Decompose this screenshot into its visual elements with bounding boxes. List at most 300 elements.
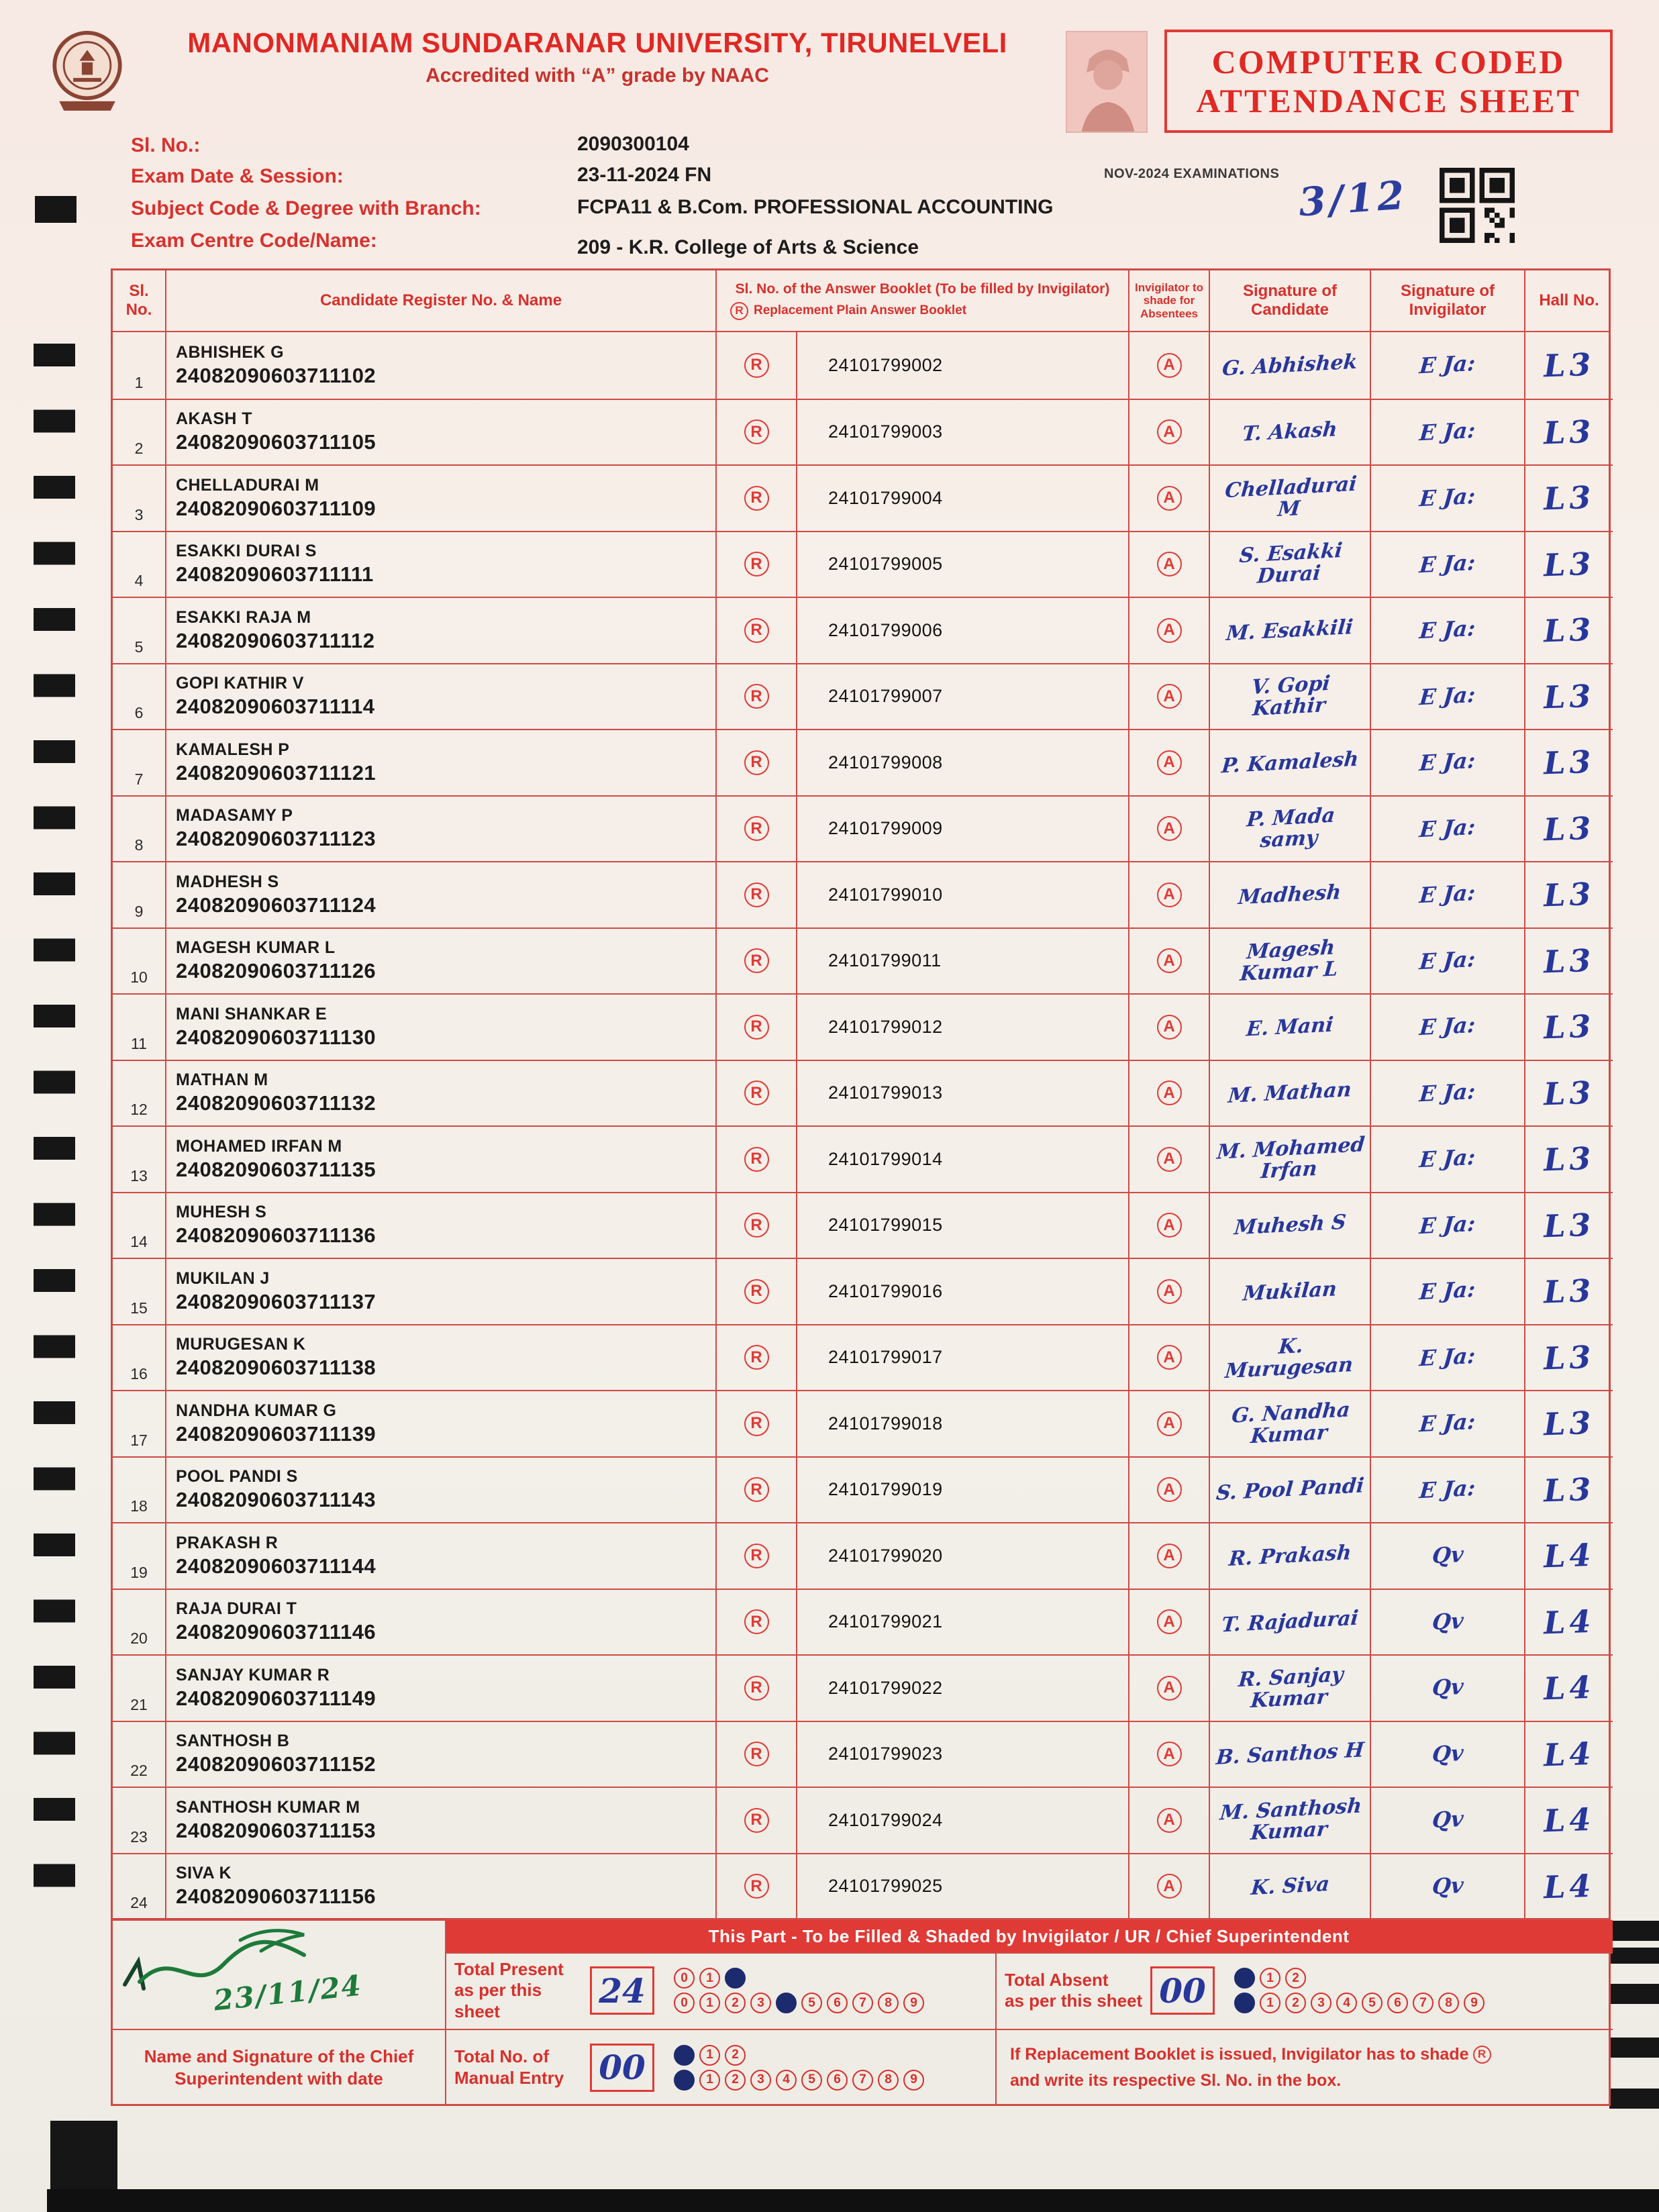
omr-bubble-1: 1 (699, 1993, 720, 2013)
absent-circle-icon: A (1157, 750, 1182, 775)
candidate-signature: B. Santhos H (1210, 1721, 1371, 1787)
candidate-signature: E. Mani (1210, 993, 1371, 1060)
candidate-cell (166, 597, 717, 663)
candidate-signature: T. Akash (1210, 399, 1371, 465)
replacement-bubble-cell (717, 1522, 797, 1589)
replacement-circle-icon: R (744, 1279, 769, 1304)
portrait-photo (1066, 31, 1148, 133)
candidate-signature: M. Esakkili (1210, 597, 1371, 663)
omr-bubble-4: 4 (776, 2070, 797, 2091)
absent-circle-icon: A (1157, 419, 1182, 444)
candidate-name: MAGESH KUMAR L (176, 938, 336, 958)
booklet-header-sub: Replacement Plain Answer Booklet (754, 303, 967, 318)
centre-value: 209 - K.R. College of Arts & Science (577, 236, 919, 258)
candidate-signature: Mukilan (1210, 1258, 1371, 1324)
sheet-title-box (1164, 30, 1613, 133)
invigilator-signature: E Ja: (1371, 795, 1525, 862)
booklet-number: 24101799017 (797, 1324, 1129, 1391)
sl-no-value: 2090300104 (577, 133, 689, 155)
replacement-bubble-cell (717, 1853, 797, 1919)
replacement-circle-icon: R (744, 1676, 769, 1701)
subject-label: Subject Code & Degree with Branch: (131, 197, 481, 219)
scan-artifact-bottom-bar (47, 2189, 1659, 2212)
booklet-number: 24101799010 (797, 861, 1129, 927)
candidate-cell (166, 1787, 717, 1853)
candidate-register-no: 24082090603711111 (176, 562, 374, 587)
candidate-cell (166, 1390, 717, 1456)
omr-bubble-1: 1 (1260, 1993, 1280, 2013)
hall-number: L3 (1525, 1060, 1613, 1126)
booklet-number: 24101799020 (797, 1522, 1129, 1589)
booklet-number: 24101799018 (797, 1390, 1129, 1456)
hall-number: L3 (1525, 1258, 1613, 1324)
absentee-bubble-cell (1129, 1390, 1210, 1456)
candidate-cell (166, 1192, 717, 1258)
row-serial: 24 (113, 1853, 166, 1919)
absent-circle-icon: A (1157, 1345, 1182, 1370)
absent-circle-icon: A (1157, 684, 1182, 709)
omr-bubble-0 (1234, 1993, 1255, 2013)
candidate-register-no: 24082090603711136 (176, 1223, 376, 1248)
candidate-cell (166, 1060, 717, 1126)
candidate-register-no: 24082090603711139 (176, 1421, 376, 1446)
booklet-number: 24101799002 (797, 332, 1129, 399)
invigilator-signature: Qv (1371, 1853, 1525, 1919)
candidate-name: MADASAMY P (176, 806, 293, 825)
row-serial: 3 (113, 464, 166, 531)
total-absent-label: Total Absent as per this sheet (1005, 1969, 1143, 2011)
candidate-name: SANTHOSH B (176, 1731, 290, 1751)
absent-circle-icon: A (1157, 1080, 1182, 1105)
hall-number: L3 (1525, 927, 1613, 994)
candidate-signature: G. Nandha Kumar (1210, 1390, 1371, 1456)
replacement-bubble-cell (717, 1787, 797, 1853)
row-serial: 14 (113, 1192, 166, 1258)
candidate-signature: Magesh Kumar L (1210, 927, 1371, 994)
absentee-bubble-cell (1129, 1654, 1210, 1721)
table-row (113, 464, 1609, 531)
attendance-table (111, 268, 1611, 1921)
replacement-bubble-cell (717, 399, 797, 465)
absentee-bubble-cell (1129, 1060, 1210, 1126)
row-serial: 23 (113, 1787, 166, 1853)
sheet-title-line2: ATTENDANCE SHEET (1196, 82, 1581, 119)
absentee-bubble-cell (1129, 1787, 1210, 1853)
absentee-bubble-cell (1129, 1192, 1210, 1258)
omr-bubble-3: 3 (750, 2070, 771, 2091)
replacement-circle-icon: R (744, 1609, 769, 1634)
omr-bubble-0 (1234, 1968, 1255, 1989)
hall-number: L3 (1525, 399, 1613, 465)
candidate-name: MUHESH S (176, 1203, 267, 1222)
replacement-bubble-cell (717, 795, 797, 862)
invigilator-signature: E Ja: (1371, 1258, 1525, 1324)
candidate-register-no: 24082090603711105 (176, 430, 376, 454)
invigilator-signature: E Ja: (1371, 531, 1525, 597)
invigilator-signature: E Ja: (1371, 1125, 1525, 1192)
omr-bubble-5: 5 (801, 2070, 822, 2091)
booklet-number: 24101799008 (797, 729, 1129, 795)
absentee-bubble-cell (1129, 993, 1210, 1060)
candidate-cell (166, 1589, 717, 1655)
omr-bubble-2: 2 (725, 2070, 746, 2091)
hall-number: L3 (1525, 1390, 1613, 1456)
sheet-title-line1: COMPUTER CODED (1211, 43, 1566, 81)
row-serial: 13 (113, 1125, 166, 1192)
candidate-register-no: 24082090603711149 (176, 1686, 376, 1710)
qr-code (1440, 168, 1515, 243)
absent-circle-icon: A (1157, 1147, 1182, 1172)
candidate-register-no: 24082090603711123 (176, 827, 376, 851)
absentee-bubble-cell (1129, 1125, 1210, 1192)
absentee-bubble-cell (1129, 597, 1210, 663)
replacement-bubble-cell (717, 729, 797, 795)
replacement-bubble-cell (717, 464, 797, 531)
candidate-name: SANTHOSH KUMAR M (176, 1797, 360, 1817)
replacement-note: If Replacement Booklet is issued, Invigilator has to shade R and write its respective Sl. No. in the box. (995, 2029, 1613, 2106)
row-serial: 17 (113, 1390, 166, 1456)
omr-bubble-0: 0 (674, 1968, 695, 1989)
row-serial: 1 (113, 332, 166, 399)
row-serial: 18 (113, 1456, 166, 1523)
row-serial: 20 (113, 1589, 166, 1655)
replacement-circle-icon: R (744, 1147, 769, 1172)
replacement-bubble-cell (717, 927, 797, 994)
hall-number: L3 (1525, 795, 1613, 862)
omr-bubble-1: 1 (1260, 1968, 1280, 1989)
candidate-name: MURUGESAN K (176, 1335, 306, 1354)
table-row (113, 927, 1609, 994)
replacement-circle-icon: R (744, 1742, 769, 1766)
sl-no-label: Sl. No.: (131, 134, 201, 156)
replacement-circle-icon: R (744, 883, 769, 907)
table-row (113, 663, 1609, 730)
table-row (113, 795, 1609, 862)
row-serial: 10 (113, 927, 166, 994)
row-serial: 12 (113, 1060, 166, 1126)
candidate-cell (166, 1853, 717, 1919)
candidate-signature: M. Mohamed Irfan (1210, 1125, 1371, 1192)
omr-bubble-7: 7 (852, 1993, 873, 2013)
booklet-number: 24101799009 (797, 795, 1129, 862)
absentee-bubble-cell (1129, 1324, 1210, 1391)
candidate-register-no: 24082090603711138 (176, 1356, 376, 1380)
absentee-bubble-cell (1129, 1721, 1210, 1787)
candidate-name: MATHAN M (176, 1070, 268, 1090)
booklet-number: 24101799023 (797, 1721, 1129, 1787)
booklet-number: 24101799004 (797, 464, 1129, 531)
scan-artifact (1609, 1948, 1659, 1964)
omr-bubble-7: 7 (1413, 1993, 1434, 2013)
replacement-circle-icon: R (744, 1874, 769, 1899)
replacement-circle-icon: R (744, 1411, 769, 1436)
absent-circle-icon: A (1157, 1742, 1182, 1766)
candidate-register-no: 24082090603711143 (176, 1488, 376, 1512)
replacement-circle-icon: R (744, 1080, 769, 1105)
absentee-bubble-cell (1129, 1589, 1210, 1655)
table-row (113, 1456, 1609, 1523)
absent-circle-icon: A (1157, 1015, 1182, 1040)
candidate-cell (166, 1125, 717, 1192)
col-invigilator-sign-header: Signature of Invigilator (1371, 270, 1525, 331)
omr-bubble-1: 1 (699, 1968, 720, 1989)
booklet-number: 24101799006 (797, 597, 1129, 663)
absentee-bubble-cell (1129, 663, 1210, 730)
replacement-circle-icon: R (744, 816, 769, 841)
handwritten-page-fraction: 3/12 (1297, 172, 1409, 225)
absentee-bubble-cell (1129, 464, 1210, 531)
absent-circle-icon: A (1157, 1411, 1182, 1436)
omr-bubble-5: 5 (801, 1993, 822, 2013)
absentee-bubble-cell (1129, 729, 1210, 795)
omr-bubble-9: 9 (1464, 1993, 1485, 2013)
table-row (113, 1125, 1609, 1192)
invigilator-signature: Qv (1371, 1721, 1525, 1787)
replacement-bubble-cell (717, 1456, 797, 1523)
invigilator-signature: E Ja: (1371, 464, 1525, 531)
candidate-register-no: 24082090603711126 (176, 959, 376, 983)
table-body (113, 332, 1609, 1919)
replacement-bubble-cell (717, 1192, 797, 1258)
manual-entry-value: 00 (599, 2048, 646, 2087)
omr-bubble-3: 3 (1311, 1993, 1331, 2013)
candidate-name: NANDHA KUMAR G (176, 1401, 337, 1420)
omr-bubble-2 (725, 1968, 746, 1989)
candidate-register-no: 24082090603711112 (176, 628, 375, 652)
candidate-signature: Madhesh (1210, 861, 1371, 927)
booklet-number: 24101799012 (797, 993, 1129, 1060)
omr-bubble-8: 8 (878, 2070, 899, 2091)
total-absent-bubbles (1222, 1952, 1611, 2029)
hall-number: L3 (1525, 464, 1613, 531)
absentee-bubble-cell (1129, 1258, 1210, 1324)
omr-bubble-0: 0 (674, 1993, 695, 2013)
omr-bubble-5: 5 (1362, 1993, 1382, 2013)
replacement-bubble-cell (717, 597, 797, 663)
absent-circle-icon: A (1157, 618, 1182, 643)
col-absentee-header: Invigilator to shade for Absentees (1129, 270, 1210, 331)
replacement-circle-icon: R (744, 1477, 769, 1502)
candidate-name: MUKILAN J (176, 1268, 270, 1288)
row-serial: 2 (113, 399, 166, 465)
col-candidate-header: Candidate Register No. & Name (166, 270, 717, 331)
candidate-name: ESAKKI DURAI S (176, 542, 317, 561)
absent-circle-icon: A (1157, 883, 1182, 907)
candidate-register-no: 24082090603711156 (176, 1884, 376, 1909)
absent-circle-icon: A (1157, 816, 1182, 841)
scan-artifact (1609, 2089, 1659, 2109)
booklet-number: 24101799025 (797, 1853, 1129, 1919)
candidate-register-no: 24082090603711102 (176, 363, 376, 387)
candidate-register-no: 24082090603711114 (176, 695, 375, 719)
table-row (113, 861, 1609, 927)
booklet-number: 24101799011 (797, 927, 1129, 994)
table-row (113, 1324, 1609, 1391)
replacement-bubble-cell (717, 332, 797, 399)
row-serial: 9 (113, 861, 166, 927)
total-absent-value: 00 (1159, 1970, 1206, 2011)
candidate-register-no: 24082090603711109 (176, 496, 376, 520)
candidate-signature: V. Gopi Kathir (1210, 663, 1371, 730)
table-row (113, 1390, 1609, 1456)
candidate-signature: R. Prakash (1210, 1522, 1371, 1589)
omr-bubble-9: 9 (903, 2070, 924, 2091)
absent-circle-icon: A (1157, 1808, 1182, 1833)
hall-number: L3 (1542, 346, 1596, 385)
scan-artifact (1609, 2038, 1659, 2058)
candidate-name: MOHAMED IRFAN M (176, 1136, 342, 1156)
candidate-register-no: 24082090603711124 (176, 893, 376, 917)
col-serial-header: Sl. No. (113, 270, 166, 331)
candidate-name: CHELLADURAI M (176, 475, 319, 495)
candidate-register-no: 24082090603711153 (176, 1818, 376, 1842)
row-serial: 4 (113, 531, 166, 597)
hall-number: L3 (1525, 1192, 1613, 1258)
candidate-register-no: 24082090603711144 (176, 1554, 376, 1578)
omr-bubble-0 (674, 2070, 695, 2091)
table-row (113, 332, 1609, 399)
candidate-signature: P. Kamalesh (1210, 729, 1371, 795)
hall-number: L4 (1525, 1522, 1613, 1589)
absent-circle-icon: A (1157, 948, 1182, 973)
row-serial: 21 (113, 1654, 166, 1721)
hall-number: L3 (1525, 1456, 1613, 1523)
replacement-circle-icon: R (744, 1544, 769, 1568)
accreditation-line: Accredited with “A” grade by NAAC (425, 64, 769, 87)
candidate-register-no: 24082090603711152 (176, 1752, 376, 1776)
absent-circle-icon: A (1157, 1609, 1182, 1634)
replacement-bubble-cell (717, 1589, 797, 1655)
candidate-signature: Chelladurai M (1210, 464, 1371, 531)
total-present-value-box (583, 1952, 662, 2029)
omr-bubble-1: 1 (699, 2070, 720, 2091)
hall-number: L4 (1525, 1787, 1613, 1853)
table-row (113, 399, 1609, 465)
candidate-cell (166, 861, 717, 927)
row-serial: 5 (113, 597, 166, 663)
table-row (113, 597, 1609, 663)
candidate-cell (166, 399, 717, 465)
col-candidate-sign-header: Signature of Candidate (1210, 270, 1371, 331)
invigilator-signature: Qv (1371, 1787, 1525, 1853)
replacement-circle-icon: R (744, 353, 769, 378)
hall-number: L4 (1525, 1853, 1613, 1919)
row-serial: 11 (113, 993, 166, 1060)
table-row (113, 993, 1609, 1060)
scan-artifact-strip (34, 344, 75, 1922)
booklet-number: 24101799005 (797, 531, 1129, 597)
hall-number: L3 (1525, 531, 1613, 597)
total-present-label: Total Present as per this sheet (454, 1959, 564, 2021)
candidate-cell (166, 795, 717, 862)
scan-artifact (1609, 1921, 1659, 1941)
candidate-name: GOPI KATHIR V (176, 674, 304, 693)
omr-bubble-8: 8 (1438, 1993, 1459, 2013)
candidate-signature: Muhesh S (1210, 1192, 1371, 1258)
replacement-bubble-cell (717, 1390, 797, 1456)
table-row (113, 1060, 1609, 1126)
booklet-header-main: Sl. No. of the Answer Booklet (To be filled by Invigilator) (735, 281, 1110, 297)
omr-bubble-6: 6 (1387, 1993, 1408, 2013)
chief-sign-date: 23/11/24 (212, 1968, 364, 2017)
omr-bubble-2: 2 (725, 1993, 746, 2013)
omr-bubble-7: 7 (852, 2070, 873, 2091)
replacement-bubble-cell (717, 531, 797, 597)
candidate-name: ESAKKI RAJA M (176, 607, 311, 627)
invigilator-signature: E Ja: (1371, 993, 1525, 1060)
hall-number: L3 (1525, 729, 1613, 795)
booklet-number: 24101799019 (797, 1456, 1129, 1523)
candidate-cell (166, 332, 717, 399)
row-serial: 6 (113, 663, 166, 730)
candidate-cell (166, 729, 717, 795)
booklet-number: 24101799007 (797, 663, 1129, 730)
absentee-bubble-cell (1129, 399, 1210, 465)
replacement-circle-icon: R (744, 419, 769, 444)
candidate-signature: S. Esakki Durai (1210, 531, 1371, 597)
col-booklet-header (717, 270, 1129, 331)
hall-number: L3 (1525, 993, 1613, 1060)
replacement-circle-icon: R (744, 618, 769, 643)
candidate-name: POOL PANDI S (176, 1467, 298, 1487)
replacement-bubble-cell (717, 861, 797, 927)
candidate-name: SANJAY KUMAR R (176, 1665, 330, 1685)
table-row (113, 1721, 1609, 1787)
total-present-bubbles (662, 1952, 994, 2029)
absentee-bubble-cell (1129, 927, 1210, 994)
replacement-circle-icon: R (744, 1345, 769, 1370)
booklet-number: 24101799016 (797, 1258, 1129, 1324)
candidate-cell (166, 663, 717, 730)
invigilator-signature: E Ja: (1371, 663, 1525, 730)
absentee-bubble-cell (1129, 531, 1210, 597)
table-header (113, 270, 1609, 332)
subject-value: FCPA11 & B.Com. PROFESSIONAL ACCOUNTING (577, 196, 1054, 218)
scan-artifact (35, 196, 77, 223)
chief-superintendent-label: Name and Signature of the Chief Superintendent with date (144, 2046, 414, 2089)
replacement-circle-icon: R (744, 1213, 769, 1238)
booklet-number: 24101799015 (797, 1192, 1129, 1258)
table-row (113, 729, 1609, 795)
absent-circle-icon: A (1157, 1544, 1182, 1568)
replacement-bubble-cell (717, 1125, 797, 1192)
candidate-cell (166, 531, 717, 597)
replacement-bubble-cell (717, 1060, 797, 1126)
candidate-signature: K. Murugesan (1210, 1324, 1371, 1391)
candidate-register-no: 24082090603711132 (176, 1091, 376, 1115)
absent-circle-icon: A (1157, 353, 1182, 378)
invigilator-signature: Qv (1371, 1522, 1525, 1589)
absentee-bubble-cell (1129, 861, 1210, 927)
invigilator-summary-section (111, 1918, 1611, 2106)
candidate-signature: P. Mada samy (1210, 795, 1371, 862)
scan-artifact (1609, 1984, 1659, 2004)
manual-entry-label: Total No. of Manual Entry (454, 2046, 564, 2088)
absentee-bubble-cell (1129, 332, 1210, 399)
hall-number: L3 (1525, 663, 1613, 730)
omr-bubble-8: 8 (878, 1993, 899, 2013)
hall-number: L4 (1525, 1654, 1613, 1721)
hall-number: L3 (1525, 1125, 1613, 1192)
row-serial: 8 (113, 795, 166, 862)
candidate-signature: T. Rajadurai (1210, 1589, 1371, 1655)
replacement-bubble-cell (717, 1721, 797, 1787)
replacement-symbol-icon: R (1473, 2046, 1491, 2064)
candidate-register-no: 24082090603711121 (176, 760, 376, 785)
table-row (113, 1853, 1609, 1919)
omr-bubble-3: 3 (750, 1993, 771, 2013)
invigilator-signature: E Ja: (1371, 1060, 1525, 1126)
